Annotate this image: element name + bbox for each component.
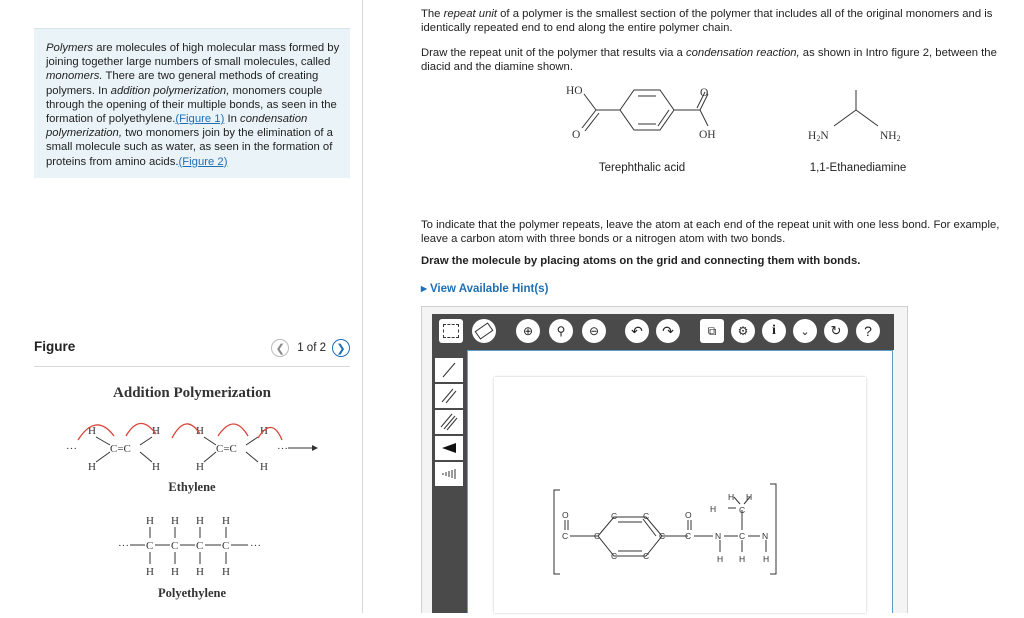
undo-icon: ↶ <box>631 322 643 339</box>
drawn-atoms <box>562 492 769 564</box>
wedge-bond-button[interactable] <box>435 436 463 460</box>
intro-text: are molecules of high molecular mass formed by joining together large numbers of small molecules, called <box>46 42 340 69</box>
question-text: repeat unit <box>443 8 497 20</box>
ethylene-label: Ethylene <box>168 480 216 494</box>
svg-text:C=C: C=C <box>110 443 131 455</box>
terephthalic-label: Terephthalic acid <box>598 162 686 174</box>
svg-text:N: N <box>715 531 722 541</box>
svg-text:HO: HO <box>566 85 583 97</box>
svg-text:C: C <box>562 531 569 541</box>
left-bracket <box>554 490 560 574</box>
intro-text: There are two general methods of creating polymers. In <box>46 70 319 97</box>
info-icon: i <box>772 323 776 338</box>
intro-text: monomers. <box>46 70 103 83</box>
intro-text: condensation polymerization, <box>46 113 308 140</box>
ethanediamine-atoms <box>808 130 901 143</box>
question-text: condensation reaction, <box>685 47 800 59</box>
svg-text:N: N <box>762 531 769 541</box>
svg-text:H: H <box>739 554 746 564</box>
svg-text:H: H <box>196 515 204 527</box>
svg-text:H: H <box>222 566 230 578</box>
svg-text:H: H <box>196 461 204 473</box>
svg-text:H: H <box>152 461 160 473</box>
undo-button[interactable] <box>625 319 649 343</box>
svg-text:O: O <box>685 510 692 520</box>
svg-text:OH: OH <box>699 129 716 141</box>
hint-label: View Available Hint(s) <box>429 283 549 295</box>
svg-text:C: C <box>222 540 230 552</box>
next-figure-button[interactable] <box>332 339 350 357</box>
svg-text:O: O <box>562 510 569 520</box>
single-bond-button[interactable] <box>435 358 463 382</box>
redo-button[interactable] <box>656 319 680 343</box>
left-pane <box>0 0 363 613</box>
svg-text:H: H <box>260 461 268 473</box>
eraser-icon <box>475 322 494 339</box>
svg-text:H: H <box>146 566 154 578</box>
svg-text:H: H <box>763 554 770 564</box>
svg-text:O: O <box>572 129 581 141</box>
repeat-instruction: To indicate that the polymer repeats, leave the atom at each end of the repeat unit with one less bond. For example, leave a carbon atom with three bonds or a nitrogen atom with two bonds. <box>421 219 1000 245</box>
polyethylene-label: Polyethylene <box>157 586 227 600</box>
gear-icon: ⚙ <box>737 324 749 338</box>
figure-title: Figure <box>34 339 76 354</box>
drawn-molecule <box>494 377 866 613</box>
svg-text:C: C <box>685 531 692 541</box>
svg-text:O: O <box>700 87 709 99</box>
svg-text:H: H <box>222 515 230 527</box>
terephthalic-acid-structure <box>582 90 708 131</box>
question-text: as shown in Intro figure 2, between the diacid and the diamine shown. <box>421 47 997 73</box>
right-bracket <box>770 484 776 574</box>
svg-text:···: ··· <box>66 443 77 455</box>
help-icon: ? <box>864 323 872 339</box>
svg-text:H: H <box>728 492 735 502</box>
svg-text:H: H <box>171 515 179 527</box>
svg-text:C: C <box>643 551 650 561</box>
intro-box <box>34 28 350 178</box>
triple-bond-icon <box>440 413 458 431</box>
figure-pager <box>271 339 350 357</box>
editor-toolbar <box>432 314 894 350</box>
bond-toolbar <box>432 350 467 613</box>
triple-bond-button[interactable] <box>435 410 463 434</box>
view-hints-link[interactable] <box>421 281 548 295</box>
svg-text:H: H <box>710 504 717 514</box>
svg-text:C: C <box>611 551 618 561</box>
selection-icon <box>443 324 459 338</box>
figure-1-link[interactable]: (Figure 1) <box>175 113 225 126</box>
ethanediamine-structure <box>834 90 878 126</box>
figure-page-indicator: 1 of 2 <box>297 342 326 354</box>
figure-header <box>34 336 350 367</box>
chevron-left-icon: ❮ <box>275 342 285 355</box>
addition-polymerization-figure <box>60 376 330 613</box>
copy-icon: ⧉ <box>707 323 717 338</box>
svg-text:NH2: NH2 <box>880 130 901 143</box>
svg-text:C: C <box>643 511 650 521</box>
chevron-down-icon: ⌄ <box>800 325 810 338</box>
svg-text:···: ··· <box>250 540 261 552</box>
svg-text:H: H <box>88 461 96 473</box>
ethanediamine-label: 1,1-Ethanediamine <box>809 162 907 174</box>
question-text: Draw the repeat unit of the polymer that results via a <box>421 47 686 59</box>
svg-text:C: C <box>146 540 154 552</box>
svg-text:H: H <box>717 554 724 564</box>
svg-text:H: H <box>196 566 204 578</box>
svg-text:H: H <box>746 492 753 502</box>
grid-instruction: Draw the molecule by placing atoms on the grid and connecting them with bonds. <box>421 255 861 267</box>
more-options-button[interactable] <box>793 319 817 343</box>
svg-text:H: H <box>260 425 268 437</box>
redo-icon: ↷ <box>662 322 674 339</box>
monomer-structures <box>550 78 930 178</box>
hash-bond-button[interactable] <box>435 462 463 486</box>
intro-text: addition polymerization, <box>110 84 230 97</box>
svg-text:H2N: H2N <box>808 130 829 143</box>
intro-text: In <box>224 113 241 126</box>
svg-text:H: H <box>146 515 154 527</box>
reset-icon: ↻ <box>830 323 842 338</box>
double-bond-button[interactable] <box>435 384 463 408</box>
intro-text: two monomers join by the elimination of a small molecule such as water, as seen in the formation of proteins from amino acids. <box>46 127 333 168</box>
svg-text:C: C <box>196 540 204 552</box>
intro-text: Polymers <box>46 42 94 54</box>
benzene-ring <box>598 517 662 556</box>
zoom-out-button[interactable] <box>582 319 606 343</box>
reset-button[interactable] <box>824 319 848 343</box>
intro-text: monomers couple through the opening of their multiple bonds, as seen in the formation of polyethylene. <box>46 84 337 126</box>
figure-heading: Addition Polymerization <box>113 385 271 401</box>
hash-bond-icon <box>440 465 458 483</box>
wedge-bond-icon <box>440 439 458 457</box>
svg-text:H: H <box>88 425 96 437</box>
copy-button[interactable] <box>700 319 724 343</box>
svg-text:C: C <box>611 511 618 521</box>
draw-instruction <box>421 46 1019 74</box>
terephthalic-atoms <box>566 85 716 141</box>
zoom-fit-icon: ⚲ <box>556 324 566 338</box>
svg-text:C: C <box>739 531 746 541</box>
double-bond-icon <box>440 387 458 405</box>
svg-text:C: C <box>739 505 746 515</box>
svg-text:C: C <box>659 531 666 541</box>
eraser-button[interactable] <box>472 319 496 343</box>
zoom-in-button[interactable] <box>516 319 540 343</box>
svg-text:···: ··· <box>118 540 129 552</box>
chevron-right-icon: ❯ <box>336 342 346 355</box>
zoom-fit-button[interactable] <box>549 319 573 343</box>
settings-button[interactable] <box>731 319 755 343</box>
electron-arrows <box>78 423 282 440</box>
repeat-unit-definition <box>421 7 1019 35</box>
help-button[interactable] <box>856 319 880 343</box>
prev-figure-button[interactable] <box>271 339 289 357</box>
question-text: of a polymer is the smallest section of the polymer that includes all of the original monomers and is identically repeated end to end along the entire polymer chain. <box>421 8 993 34</box>
caret-right-icon: ▸ <box>421 283 430 295</box>
svg-text:C=C: C=C <box>216 443 237 455</box>
svg-text:C: C <box>171 540 179 552</box>
info-button[interactable] <box>762 319 786 343</box>
svg-text:C: C <box>594 531 601 541</box>
question-text: The <box>421 8 444 20</box>
polyethylene-structure <box>118 515 261 578</box>
select-tool-button[interactable] <box>439 319 463 343</box>
svg-text:H: H <box>152 425 160 437</box>
svg-text:H: H <box>171 566 179 578</box>
zoom-out-icon: ⊖ <box>588 324 600 338</box>
single-bond-icon <box>440 361 458 379</box>
ethylene-structures <box>66 425 318 473</box>
drawing-canvas[interactable] <box>494 377 866 613</box>
svg-text:H: H <box>196 425 204 437</box>
zoom-in-icon: ⊕ <box>522 324 534 338</box>
figure-2-link[interactable]: (Figure 2) <box>178 155 228 168</box>
svg-text:···: ··· <box>277 443 288 455</box>
